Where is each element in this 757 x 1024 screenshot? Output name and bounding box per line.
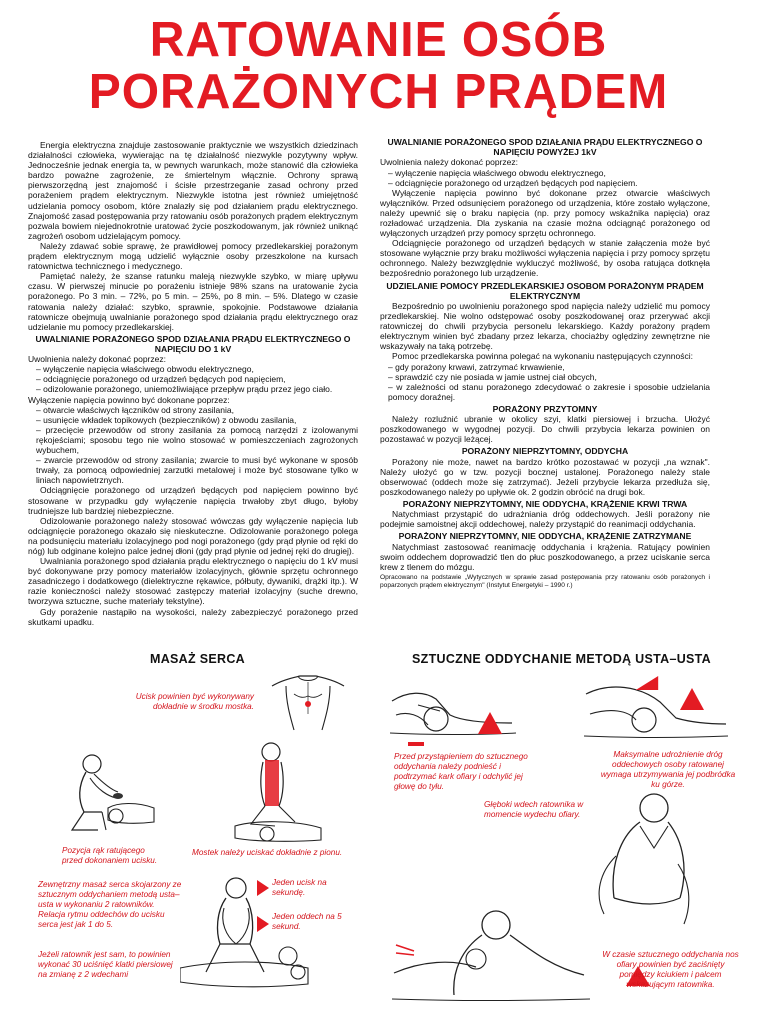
list-item: – odizolowanie porażonego, uniemożliwiające przepływ prądu przez jego ciało. bbox=[36, 384, 333, 395]
paragraph: Uwolnienia należy dokonać poprzez: bbox=[28, 354, 166, 365]
caption-deep-breath: Głęboki wdech ratownika w momencie wydechu ofiary. bbox=[484, 800, 584, 819]
caption-sternum: Ucisk powinien być wykonywany dokładnie w środku mostka. bbox=[135, 692, 254, 711]
caption-nose-pinch: W czasie sztucznego oddychania nos ofiary powinien być zaciśnięty pomiędzy kciukiem i palcem wskazującym ratownika. bbox=[602, 950, 739, 989]
arrow-icon bbox=[257, 880, 269, 896]
paragraph: Bezpośrednio po uwolnieniu porażonego spod napięcia należy udzielić mu pomocy przedlekarskiej. Nie wolno odstępować osoby poszkodowanej oraz przerywać akcji ratowniczej do chwili przybycia personelu lekarskiego. Każdy porażony prądem elektrycznym winien być zbadany przez lekarza, chociażby oględziny zewnętrzne nie wskazywały na taką potrzebę. bbox=[380, 300, 710, 352]
arrow-icon bbox=[478, 712, 502, 734]
intro-paragraph: Pamiętać należy, że szanse ratunku maleją niezwykle szybko, w miarę upływu czasu. W pierwszej minucie po porażeniu istnieje 98% szans na uratowanie życia porażonego. Po 3 min. – 72%, po 5 min. – 25%, po 8 min. – 5%. Dlatego w czasie ratowania należy działać: szybko, sprawnie, spokojnie. Podstawowe działania ratownicze obejmują uwalnianie porażonego spod działania prądu elektrycznego oraz udzielanie mu pomocy przedlekarskiej. bbox=[28, 271, 358, 332]
list-item: – gdy porażony krwawi, zatrzymać krwawienie, bbox=[388, 361, 565, 372]
title-line-1: RATOWANIE OSÓB bbox=[149, 13, 608, 67]
caption-two-rescuers: Zewnętrzny masaż serca skojarzony ze sztucznym oddychaniem metodą usta–usta w wykonaniu 2 ratowników. Relacja rytmu oddechów do ucisku serca jest jak 1 do 5. bbox=[38, 880, 182, 929]
rescuer-breath-illustration bbox=[580, 786, 700, 936]
section-title-chest-compressions: MASAŻ SERCA bbox=[150, 652, 245, 666]
section-heading: UWALNIANIE PORAŻONEGO SPOD DZIAŁANIA PRĄDU ELEKTRYCZNEGO O NAPIĘCIU DO 1 kV bbox=[35, 333, 351, 354]
arrow-icon bbox=[636, 676, 658, 690]
list-item: – odciągnięcie porażonego od urządzeń będących pod napięciem, bbox=[36, 374, 286, 385]
caption-chin-lift: Maksymalne udrożnienie dróg oddechowych osoby ratowanej wymaga utrzymywania jej podbródka ku górze. bbox=[600, 750, 736, 789]
right-text-column bbox=[380, 135, 710, 645]
section-heading: UDZIELANIE POMOCY PRZEDLEKARSKIEJ OSOBOM PORAŻONYM PRĄDEM ELEKTRYCZNYM bbox=[386, 280, 704, 301]
caption-compression-rate: Jeden ucisk na sekundę. bbox=[272, 878, 327, 897]
section-heading: PORAŻONY NIEPRZYTOMNY, NIE ODDYCHA, KRĄŻENIE KRWI TRWA bbox=[402, 498, 688, 509]
section-heading: PORAŻONY NIEPRZYTOMNY, NIE ODDYCHA, KRĄŻENIE ZATRZYMANE bbox=[398, 531, 692, 542]
section-heading: PORAŻONY NIEPRZYTOMNY, ODDYCHA bbox=[461, 446, 629, 457]
arrow-icon bbox=[680, 688, 704, 710]
paragraph: Odizolowanie porażonego należy stosować wówczas gdy wyłączenie napięcia lub odciągnięcie porażonego okazało się nieskuteczne. Odizolowanie porażonego polega na podsunięciu materiału izolacyjnego pod nogi porażonego (gdy prąd płynie od ręki do nóg) lub odginane kolejno palce jednej dłoni (gdy prąd płynie od jednej ręki do drugiej). bbox=[28, 515, 358, 556]
arrow-icon bbox=[408, 742, 424, 746]
list-item: – sprawdzić czy nie posiada w jamie ustnej ciał obcych, bbox=[388, 371, 597, 382]
list-item: – usunięcie wkładek topikowych (bezpieczników) z obwodu zasilania, bbox=[36, 414, 297, 425]
left-text-column bbox=[28, 140, 358, 645]
vertical-compression-illustration bbox=[225, 740, 325, 844]
paragraph: Wyłączenie napięcia powinno być dokonane przez otwarcie właściwych wyłączników. Przed odsunięciem porażonego od urządzenia, które zostało wyłączone, należy upewnić się o braku napięcia (np. przy pomocy wskaźnika napięcia) oraz rozładować urządzenia. Dla zyskania na czasie można odciągnąć porażonego od wyłączonych urządzeń przy pomocy sprzętu ochronnego. bbox=[380, 187, 710, 239]
caption-breath-rate: Jeden oddech na 5 sekund. bbox=[272, 912, 342, 931]
list-item: – wyłączenie napięcia właściwego obwodu elektrycznego, bbox=[36, 364, 254, 375]
paragraph: Gdy porażenie nastąpiło na wysokości, należy zabezpieczyć porażonego przed skutkami upadku. bbox=[28, 606, 358, 627]
paragraph: Porażony nie może, nawet na bardzo krótko pozostawać w pozycji „na wznak". Należy ułożyć go w tzw. pozycji bocznej ustalonej. Porażonego należy stale obserwować (oddech może się zatrzymać). Jeżeli przybycie lekarza przedłuża się, poszkodowanego należy po upływie ok. 2 godzin obrócić na drugi bok. bbox=[380, 456, 710, 497]
list-item: – w zależności od stanu porażonego zdecydować o zakresie i sposobie udzielania pomocy doraźnej. bbox=[388, 381, 710, 402]
intro-paragraph: Należy zdawać sobie sprawę, że prawidłowej pomocy przedlekarskiej porażonym prądem elektrycznym mogą udzielić wyłącznie osoby przeszkolone na kursach ratownictwa technicznego i medycznego. bbox=[28, 240, 358, 272]
caption-hand-position: Pozycja rąk ratującego przed dokonaniem ucisku. bbox=[62, 846, 158, 865]
section-heading: PORAŻONY PRZYTOMNY bbox=[492, 403, 598, 414]
title-line-2: PORAŻONYCH PRĄDEM bbox=[88, 65, 669, 119]
list-item: – przecięcie przewodów od strony zasilania za pomocą narzędzi z izolowanymi rękojeściami; sposobu tego nie wolno stosować w pomieszczeniach zagrożonych wybuchem, bbox=[36, 424, 358, 456]
list-item: – wyłączenie napięcia właściwego obwodu elektrycznego, bbox=[388, 167, 606, 178]
paragraph: Uwolnienia należy dokonać poprzez: bbox=[380, 157, 518, 168]
section-heading: UWALNIANIE PORAŻONEGO SPOD DZIAŁANIA PRĄDU ELEKTRYCZNEGO O NAPIĘCIU POWYŻEJ 1kV bbox=[387, 137, 703, 158]
list-item: – otwarcie właściwych łączników od strony zasilania, bbox=[36, 404, 234, 415]
paragraph: Odciągnięcie porażonego od urządzeń będących w stanie załączenia może być stosowane wyłącznie przy braku możliwości wyłączenia napięcia i przy pomocy sprzętu ochronnego. Należy bezwzględnie wykluczyć możliwość, by osoba ratująca dotknęła bezpośrednio porażonego lub urządzenie. bbox=[380, 238, 710, 279]
caption-head-tilt: Przed przystąpieniem do sztucznego oddychania należy podnieść i podtrzymać kark ofiary i odchylić jej głowę do tyłu. bbox=[394, 752, 528, 791]
paragraph: Pomoc przedlekarska powinna polegać na wykonaniu następujących czynności: bbox=[392, 351, 693, 362]
paragraph: Uwalniania porażonego spod działania prądu elektrycznego o napięciu do 1 kV musi być dokonywane przy pomocy materiałów izolacyjnych, głównie sprzętu ochronnego zasadniczego i dodatkowego (dielektryczne rękawice, półbuty, dywaniki, drążki itp.). W razie konieczności należy stosować zastępczy materiał izolacyjny (suche drewno, tworzywa sztuczne, suche materiały tekstylne). bbox=[28, 556, 358, 607]
hand-position-illustration bbox=[58, 750, 158, 842]
paragraph: Odciągnięcie porażonego od urządzeń będących pod napięciem powinno być stosowane w przypadku gdy wyłączenie napięcia trwałoby zbyt długo, byłoby trudniejsze lub bardziej niebezpieczne. bbox=[28, 485, 358, 516]
paragraph: Wyłączenie napięcia powinno być dokonane poprzez: bbox=[28, 394, 230, 405]
page-title bbox=[0, 14, 757, 118]
intro-paragraph: Energia elektryczna znajduje zastosowanie praktycznie we wszystkich dziedzinach działalności człowieka, wywierając na tę działalność niezwykle pozytywny wpływ. Jednocześnie jednak energia ta, w pewnych warunkach, może stanowić dla człowieka bardzo poważne zagrożenie, ze śmiertelnym włącznie. Ochrony sprawą pierwszorzędną jest znajomość i ścisłe przestrzeganie zasad ochrony przed porażeniem prądem elektrycznym. Niezwykle istotna jest również umiejętność udzielania pomocy osobom, które znalazły się pod działaniem prądu elektrycznego. Znajomość zasad postępowania przy ratowaniu osób porażonych prądem elektrycznym pozwala bowiem niejednokrotnie uratować życie poszkodowanym, jak również uniknąć zagrożeń osobom udzielającym pomocy. bbox=[28, 140, 358, 241]
mouth-to-mouth-illustration bbox=[392, 895, 592, 1005]
caption-single-rescuer: Jeżeli ratownik jest sam, to powinien wykonać 30 uciśnięć klatki piersiowej na zmianę z 2 wdechami bbox=[38, 950, 173, 979]
source-note: Opracowano na podstawie „Wytycznych w sprawie zasad postępowania przy ratowaniu osób porażonych i poparzonych prądem elektrycznym" (Instytut Energetyki – 1990 r.) bbox=[380, 573, 710, 589]
section-title-mouth-to-mouth: SZTUCZNE ODDYCHANIE METODĄ USTA–USTA bbox=[412, 652, 712, 666]
list-item: – zwarcie przewodów od strony zasilania; zwarcie to musi być wykonane w sposób trwały, za pomocą odpowiedniej zarzutki metalowej i może być stosowane tylko w liniach napowietrznych. bbox=[36, 455, 358, 486]
paragraph: Natychmiast zastosować reanimację oddychania i krążenia. Ratujący powinien swoim oddechem doprowadzić tlen do płuc poszkodowanego, a przez uciskanie serca krew z tlenem do mózgu. bbox=[380, 541, 710, 572]
list-item: – odciągnięcie porażonego od urządzeń będących pod napięciem. bbox=[388, 177, 638, 188]
paragraph: Należy rozluźnić ubranie w okolicy szyi, klatki piersiowej i brzucha. Ułożyć poszkodowanego w wygodnej pozycji. Do chwili przybycia lekarza powinien on pozostawać w pozycji leżącej. bbox=[380, 414, 710, 445]
paragraph: Natychmiast przystąpić do udrażniania dróg oddechowych. Jeśli porażony nie podejmie samoistnej akcji oddechowej, należy przystąpić do reanimacji oddychania. bbox=[380, 509, 710, 530]
arrow-icon bbox=[257, 916, 269, 932]
caption-vertical: Mostek należy uciskać dokładnie z pionu. bbox=[192, 848, 343, 857]
torso-illustration bbox=[268, 672, 348, 732]
